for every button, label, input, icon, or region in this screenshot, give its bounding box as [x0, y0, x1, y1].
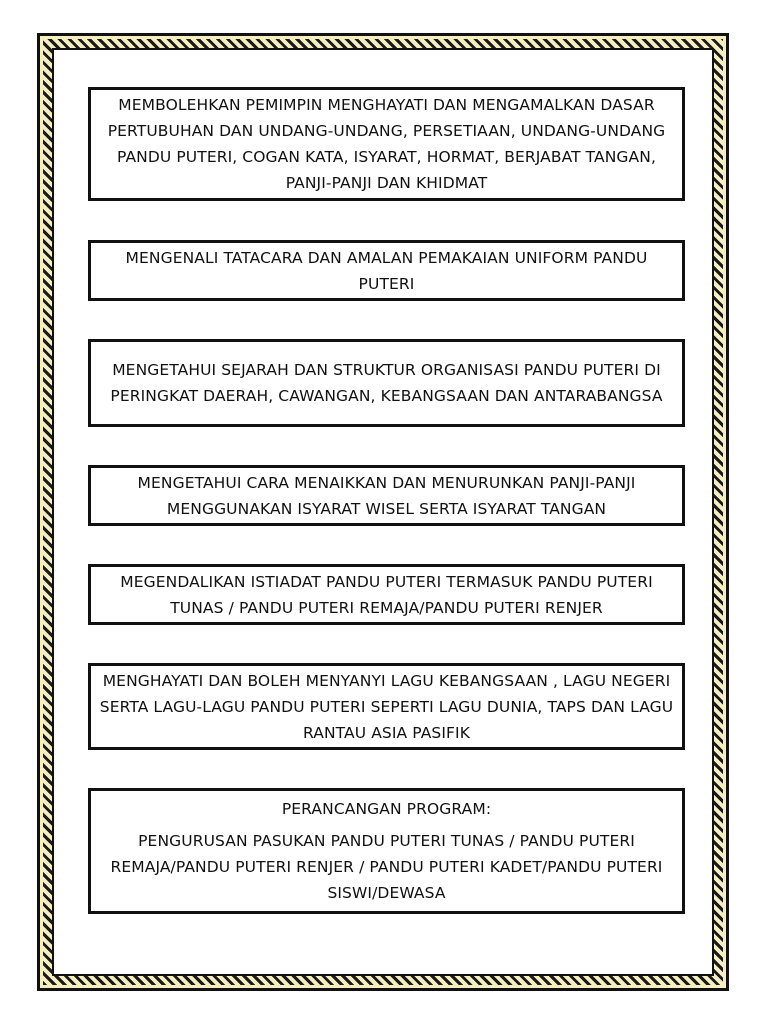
objective-box-6 [88, 663, 685, 750]
objective-box-4 [88, 465, 685, 526]
program-text: PENGURUSAN PASUKAN PANDU PUTERI TUNAS / PANDU PUTERI REMAJA/PANDU PUTERI RENJER / PANDU PUTERI KADET/PANDU PUTERI SISWI/DEWASA [110, 832, 663, 902]
objective-box-3 [88, 339, 685, 427]
objective-text-3: MENGETAHUI SEJARAH DAN STRUKTUR ORGANISASI PANDU PUTERI DI PERINGKAT DAERAH, CAWANGAN, KEBANGSAAN DAN ANTARABANGSA [110, 361, 663, 405]
objective-text-4: MENGETAHUI CARA MENAIKKAN DAN MENURUNKAN PANJI-PANJI MENGGUNAKAN ISYARAT WISEL SERTA ISYARAT TANGAN [137, 473, 636, 518]
program-box [88, 788, 685, 914]
objective-text-1: MEMBOLEHKAN PEMIMPIN MENGHAYATI DAN MENGAMALKAN DASAR PERTUBUHAN DAN UNDANG-UNDANG, PERSETIAAN, UNDANG-UNDANG PANDU PUTERI, COGAN KATA, ISYARAT, HORMAT, BERJABAT TANGAN, PANJI-PANJI DAN KHIDMAT [107, 96, 666, 192]
objective-text-6: MENGHAYATI DAN BOLEH MENYANYI LAGU KEBANGSAAN , LAGU NEGERI SERTA LAGU-LAGU PANDU PUTERI SEPERTI LAGU DUNIA, TAPS DAN LAGU RANTAU ASIA PASIFIK [99, 671, 674, 742]
objective-text-2: MENGENALI TATACARA DAN AMALAN PEMAKAIAN UNIFORM PANDU PUTERI [125, 248, 648, 293]
objective-box-1 [88, 87, 685, 201]
objective-text-5: MEGENDALIKAN ISTIADAT PANDU PUTERI TERMASUK PANDU PUTERI TUNAS / PANDU PUTERI REMAJA/PANDU PUTERI RENJER [120, 572, 653, 617]
objective-box-2 [88, 240, 685, 301]
program-heading: PERANCANGAN PROGRAM: [281, 800, 492, 818]
objective-box-5 [88, 564, 685, 625]
